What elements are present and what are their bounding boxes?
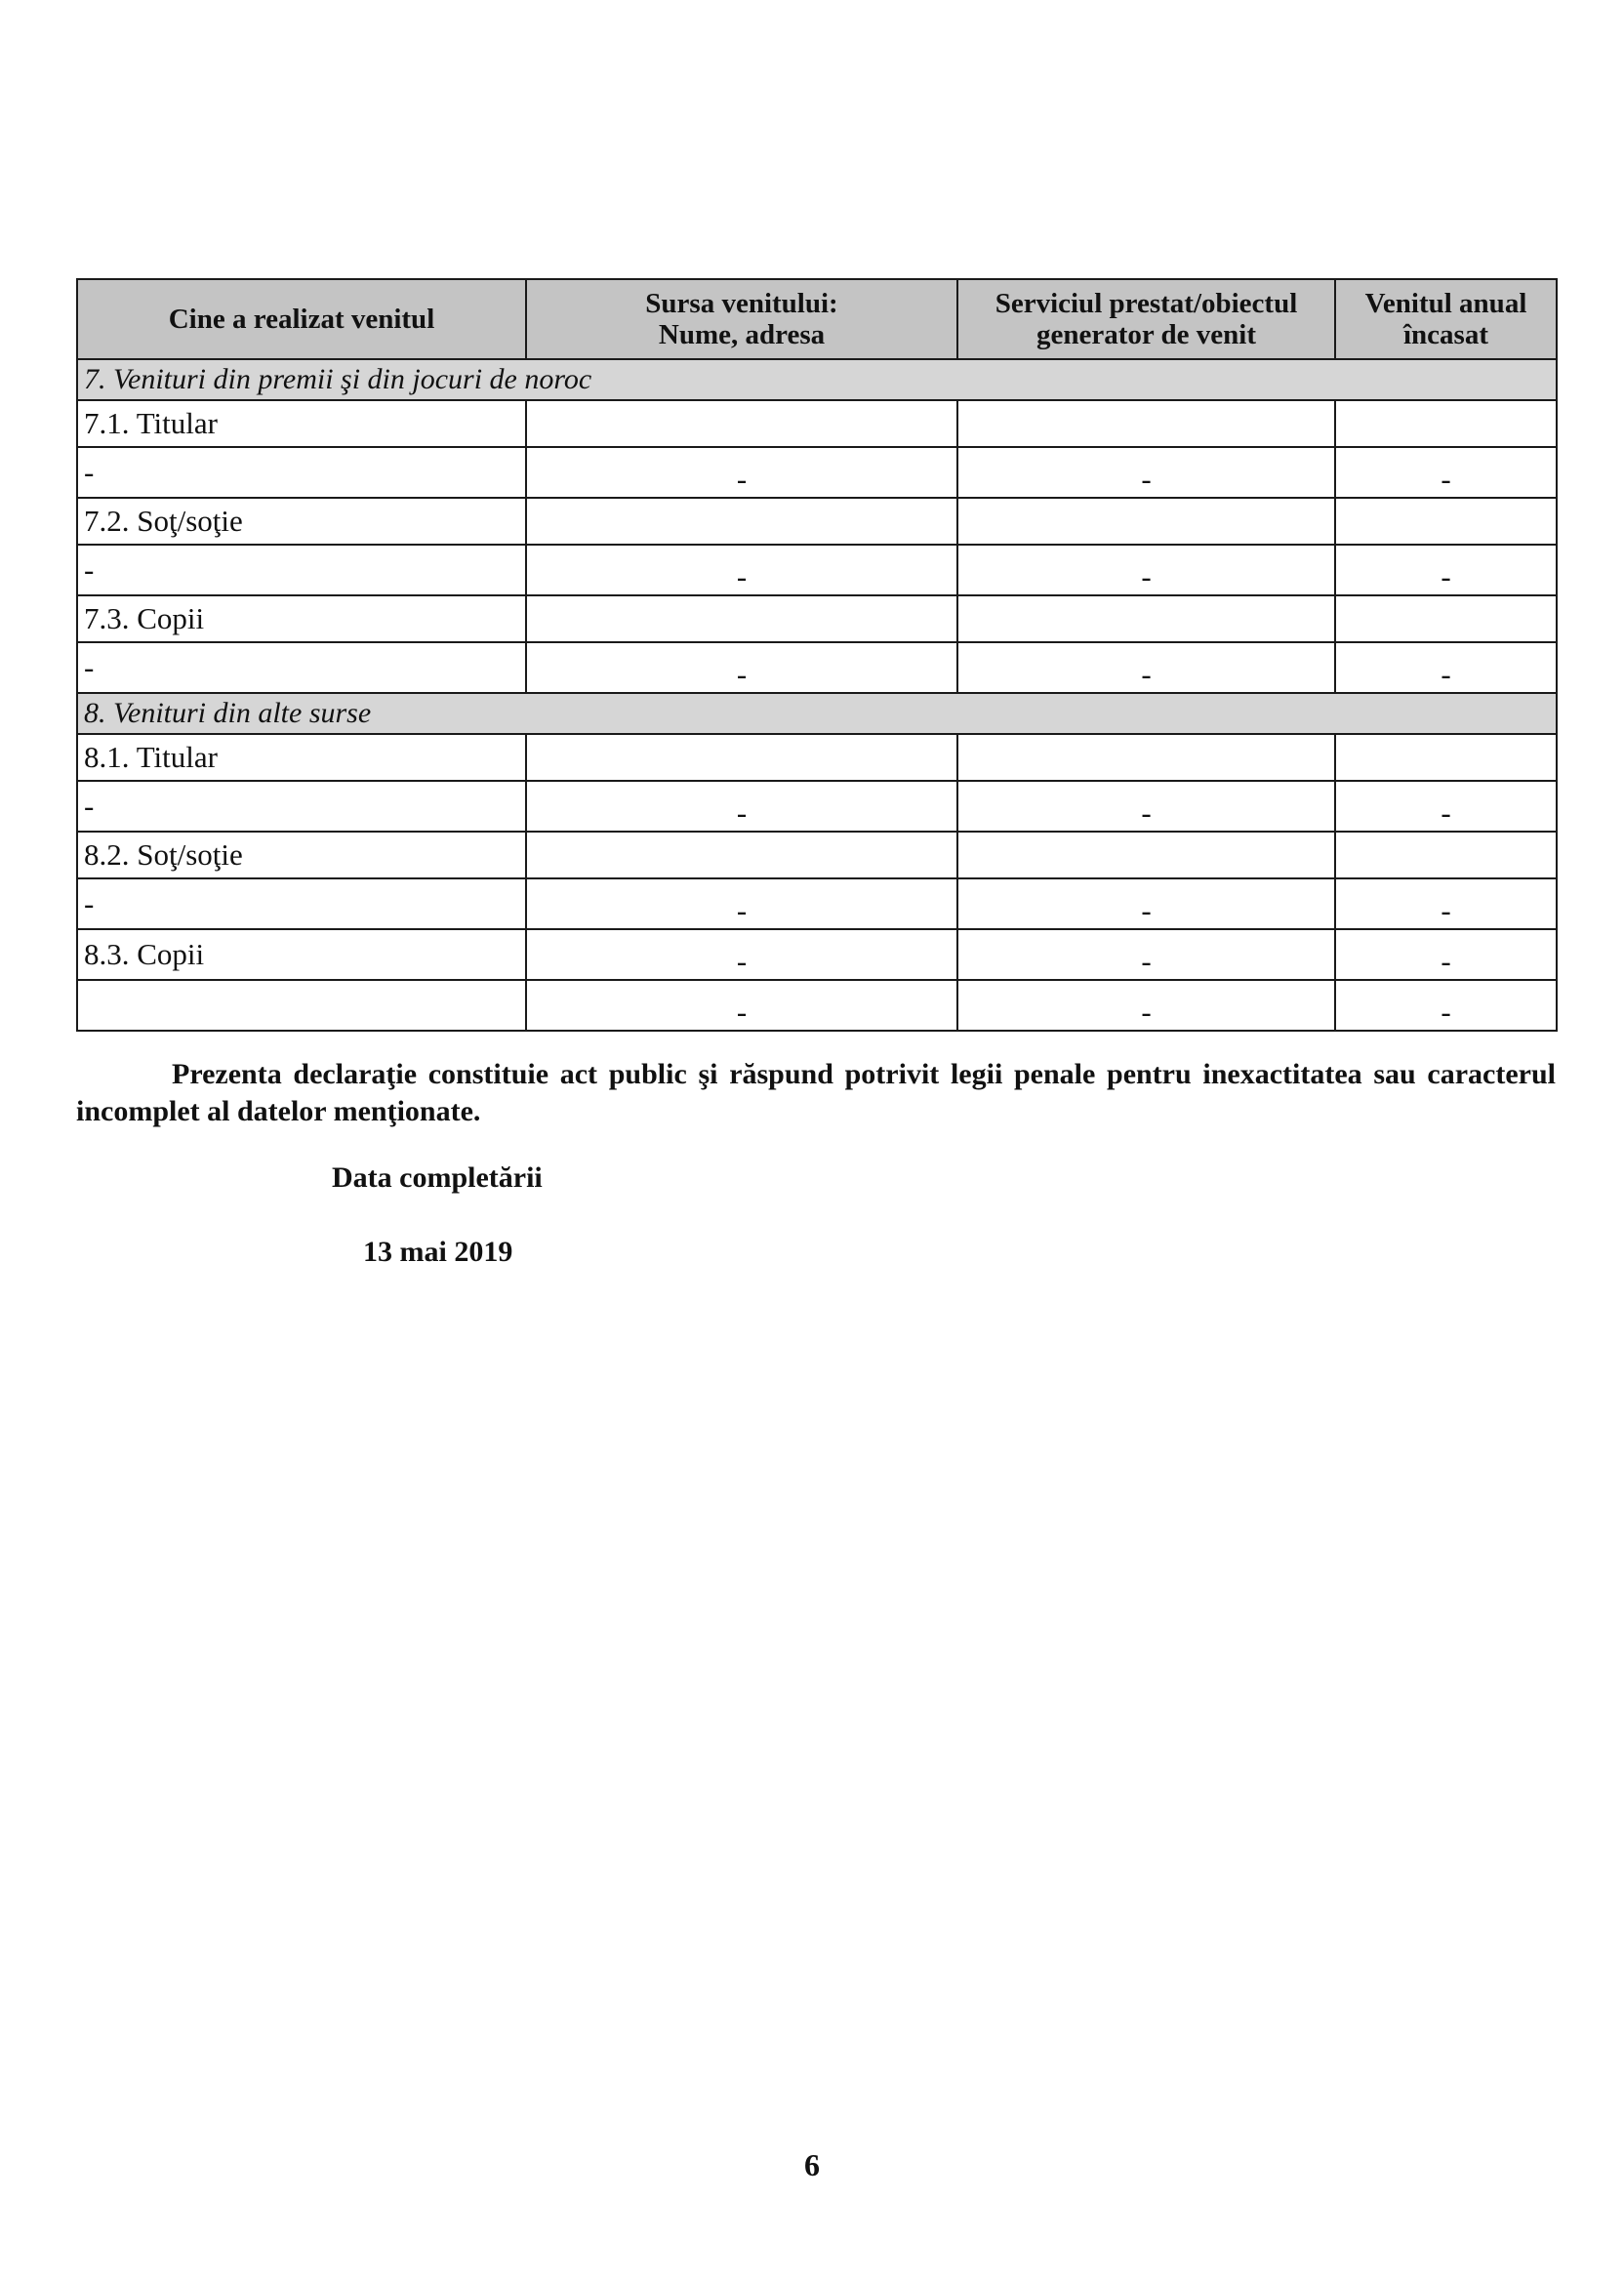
table-cell: - bbox=[957, 642, 1335, 693]
table-cell bbox=[526, 498, 957, 545]
table-cell bbox=[957, 498, 1335, 545]
table-row bbox=[77, 498, 1557, 545]
table-row bbox=[77, 734, 1557, 781]
table-row bbox=[77, 642, 1557, 693]
table-cell: - bbox=[1335, 545, 1557, 595]
table-cell bbox=[526, 595, 957, 642]
row-label-cell: - bbox=[77, 642, 526, 693]
table-cell bbox=[957, 595, 1335, 642]
completion-date-label: Data completării bbox=[332, 1161, 543, 1194]
table-row bbox=[77, 400, 1557, 447]
table-cell: - bbox=[1335, 878, 1557, 929]
section-title: 7. Venituri din premii şi din jocuri de noroc bbox=[77, 359, 1557, 400]
header-who-earned: Cine a realizat venitul bbox=[77, 279, 526, 359]
row-label-cell: - bbox=[77, 545, 526, 595]
table-cell bbox=[526, 400, 957, 447]
section-title: 8. Venituri din alte surse bbox=[77, 693, 1557, 734]
table-cell bbox=[1335, 400, 1557, 447]
table-cell: - bbox=[957, 447, 1335, 498]
header-service-provided: Serviciul prestat/obiectul generator de venit bbox=[957, 279, 1335, 359]
row-label-cell: 8.3. Copii bbox=[77, 929, 526, 980]
table-cell bbox=[957, 400, 1335, 447]
row-label-cell: 7.1. Titular bbox=[77, 400, 526, 447]
legal-statement: Prezenta declaraţie constituie act public şi răspund potrivit legii penale pentru inexactitatea sau caracterul incomplet al datelor menţionate. bbox=[76, 1058, 1556, 1127]
table-cell bbox=[526, 832, 957, 878]
table-cell: - bbox=[1335, 929, 1557, 980]
table-body bbox=[77, 359, 1557, 1031]
table-cell: - bbox=[957, 781, 1335, 832]
income-table bbox=[76, 278, 1558, 1032]
row-label-cell: 7.2. Soţ/soţie bbox=[77, 498, 526, 545]
row-label-cell: - bbox=[77, 878, 526, 929]
table-cell: - bbox=[526, 929, 957, 980]
table-row bbox=[77, 595, 1557, 642]
table-cell: - bbox=[1335, 980, 1557, 1031]
table-cell: - bbox=[526, 642, 957, 693]
table-cell: - bbox=[1335, 642, 1557, 693]
table-cell bbox=[1335, 832, 1557, 878]
table-cell: - bbox=[1335, 781, 1557, 832]
table-cell: - bbox=[526, 980, 957, 1031]
table-row bbox=[77, 878, 1557, 929]
table-cell: - bbox=[1335, 447, 1557, 498]
table-cell bbox=[1335, 595, 1557, 642]
page-number: 6 bbox=[804, 2147, 820, 2182]
table-cell: - bbox=[957, 929, 1335, 980]
row-label-cell bbox=[77, 980, 526, 1031]
table-cell: - bbox=[526, 878, 957, 929]
table-row bbox=[77, 447, 1557, 498]
table-row bbox=[77, 980, 1557, 1031]
table-cell bbox=[1335, 498, 1557, 545]
table-header-row bbox=[77, 279, 1557, 359]
table-row bbox=[77, 545, 1557, 595]
table-cell: - bbox=[526, 781, 957, 832]
table-cell: - bbox=[526, 447, 957, 498]
table-row bbox=[77, 929, 1557, 980]
table-cell: - bbox=[957, 545, 1335, 595]
header-annual-income: Venitul anual încasat bbox=[1335, 279, 1557, 359]
table-cell bbox=[526, 734, 957, 781]
table-cell: - bbox=[526, 545, 957, 595]
header-income-source: Sursa venitului: Nume, adresa bbox=[526, 279, 957, 359]
row-label-cell: 8.2. Soţ/soţie bbox=[77, 832, 526, 878]
table-cell bbox=[1335, 734, 1557, 781]
table-cell: - bbox=[957, 980, 1335, 1031]
table-cell bbox=[957, 734, 1335, 781]
table-cell bbox=[957, 832, 1335, 878]
table-cell: - bbox=[957, 878, 1335, 929]
section-row bbox=[77, 693, 1557, 734]
section-row bbox=[77, 359, 1557, 400]
row-label-cell: 7.3. Copii bbox=[77, 595, 526, 642]
row-label-cell: 8.1. Titular bbox=[77, 734, 526, 781]
row-label-cell: - bbox=[77, 447, 526, 498]
table-row bbox=[77, 781, 1557, 832]
row-label-cell: - bbox=[77, 781, 526, 832]
completion-date-value: 13 mai 2019 bbox=[363, 1236, 513, 1268]
table-row bbox=[77, 832, 1557, 878]
